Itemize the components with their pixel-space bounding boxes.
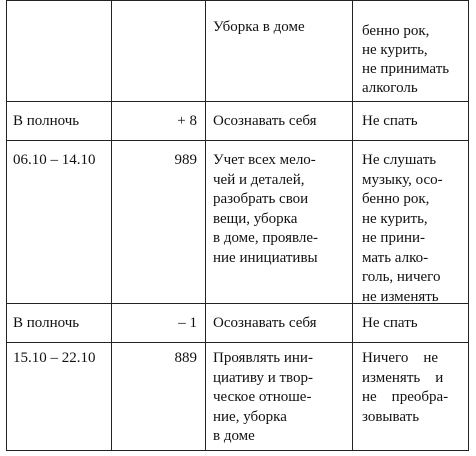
column-divider: [111, 0, 112, 451]
row-divider: [6, 101, 469, 102]
table-cell-number: 889: [174, 350, 197, 366]
table-cell-number: – 1: [178, 315, 197, 331]
table-cell-action: Проявлять ини- циативу и твор- ческое отноше- ние, уборка в доме: [213, 350, 314, 444]
column-divider: [205, 0, 206, 451]
table-border-top: [6, 0, 469, 1]
table-cell-forbidden: бенно рок, не курить, не принимать алкоголь: [362, 23, 450, 96]
table-cell-number: + 8: [177, 113, 197, 129]
table-cell-date: В полночь: [13, 315, 80, 331]
table-cell-number: 989: [174, 152, 197, 168]
table-cell-forbidden: Не спать: [362, 315, 418, 331]
column-divider: [352, 0, 353, 451]
table-cell-forbidden: Не спать: [362, 113, 418, 129]
table-cell-forbidden: Не слушать музыку, осо- бенно рок, не курить, не прини- мать алко- голь, ничего не изменять: [362, 152, 443, 305]
row-divider: [6, 140, 469, 141]
row-divider: [6, 342, 469, 343]
table-cell-action: Осознавать себя: [213, 113, 317, 129]
table-cell-action: Осознавать себя: [213, 315, 317, 331]
table-cell-action: Уборка в доме: [213, 19, 305, 35]
table-cell-date: 15.10 – 22.10: [13, 350, 96, 366]
table-cell-action: Учет всех мело- чей и деталей, разобрать свои вещи, уборка в доме, проявле- ние инициативы: [213, 152, 318, 266]
column-divider: [468, 0, 469, 451]
table-cell-forbidden: Ничего не изменять и не преобра- зовывать: [362, 350, 449, 425]
table-cell-date: В полночь: [13, 113, 80, 129]
table-border-bottom: [6, 450, 469, 451]
column-divider: [6, 0, 7, 451]
table-cell-date: 06.10 – 14.10: [13, 152, 96, 168]
